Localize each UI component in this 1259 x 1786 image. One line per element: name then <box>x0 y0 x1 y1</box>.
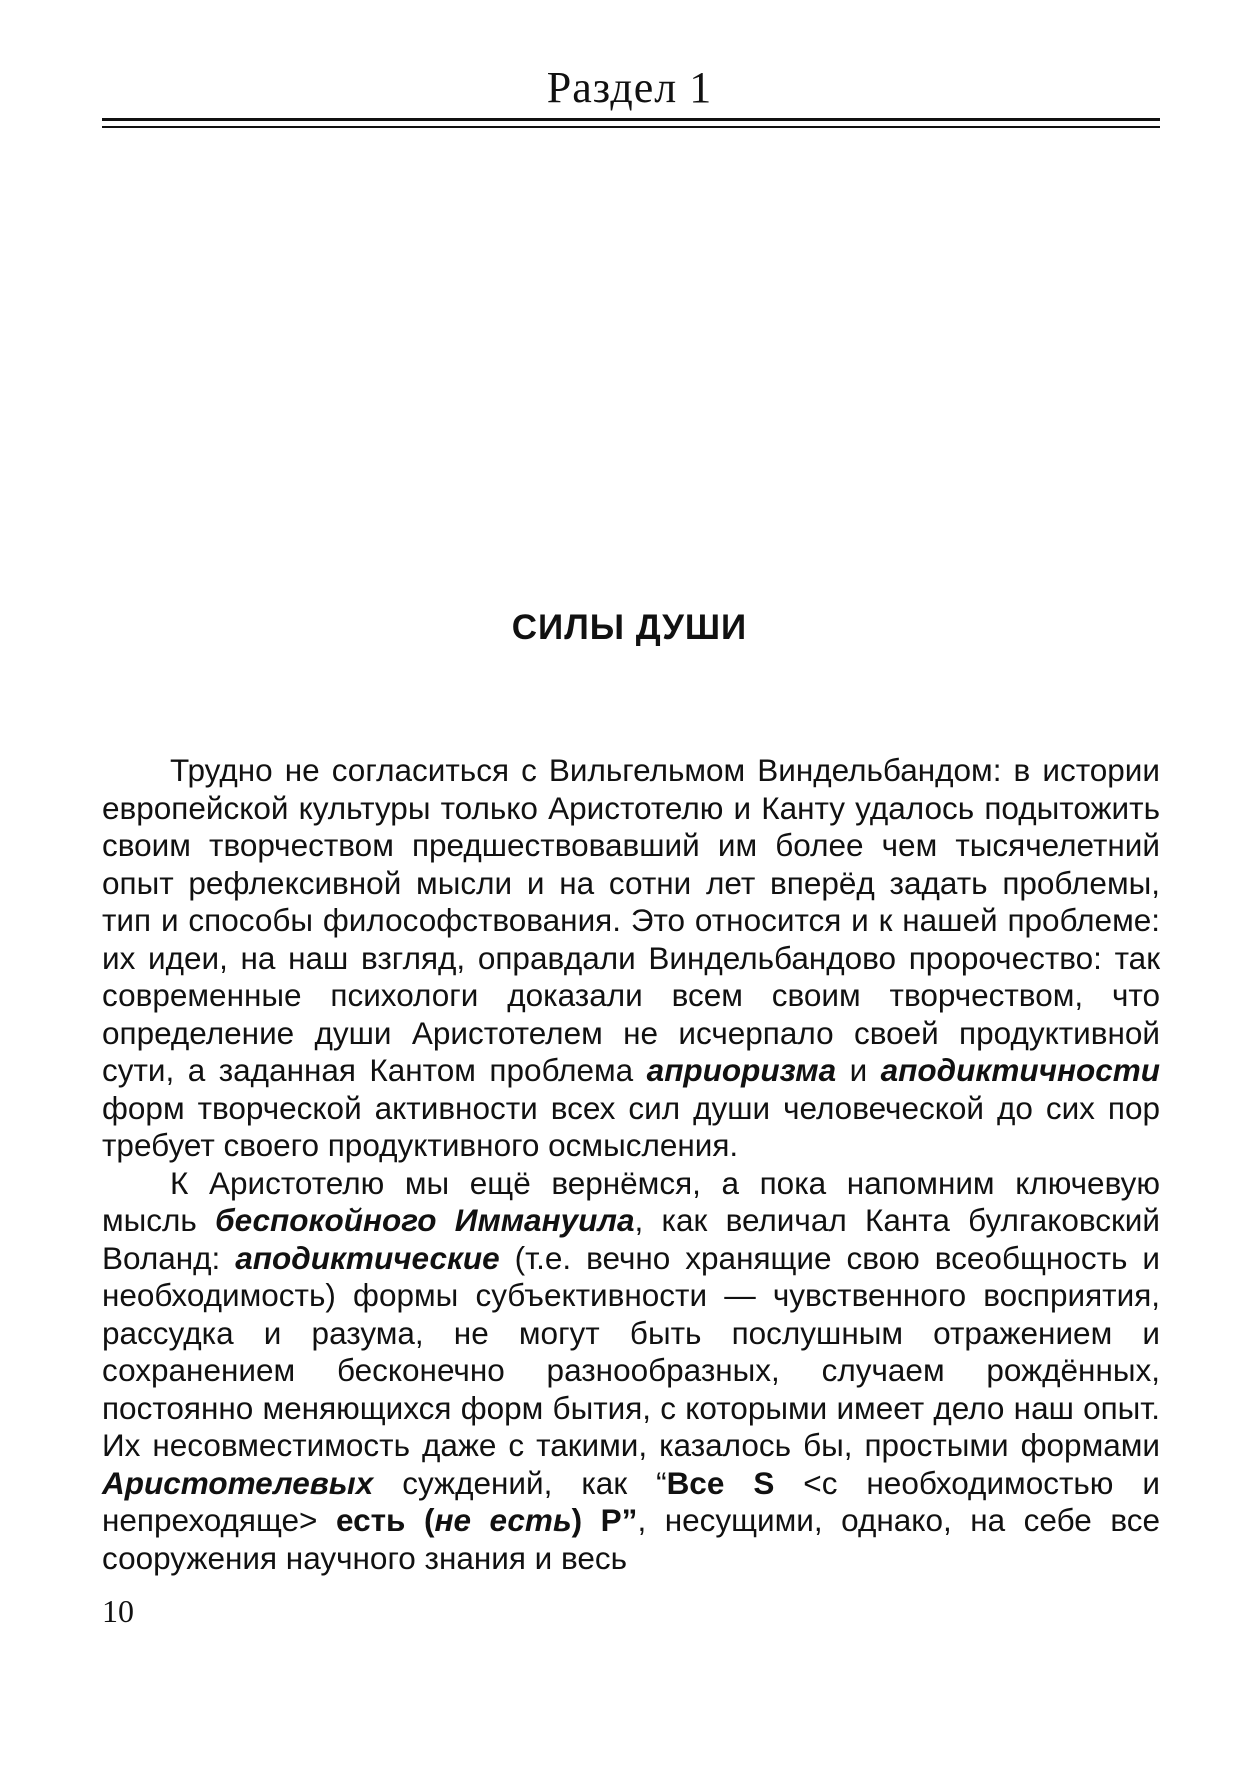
term-apodictic: аподиктические <box>235 1239 500 1276</box>
body-text <box>102 752 1160 1577</box>
formula-is-not: не есть <box>434 1502 572 1538</box>
header-rule-thin <box>102 126 1160 128</box>
paragraph-2-text: , как величал Канта булгаковский Воланд: <box>102 1202 1160 1276</box>
paragraph-2-text: (т.е. вечно хранящие свою всеобщность и необходимость) формы субъективности — чувственного восприятия, рассудка и разума, не могут быть послушным отражением и сохранением бесконечно разнообразных, случаем рождённых, постоянно меняющихся форм бытия, с которыми имеет дело наш опыт. Их несовместимость даже с такими, казалось бы, простыми формами <box>102 1239 1160 1463</box>
formula-all-s: Все S <box>666 1464 775 1501</box>
formula-is: есть ( <box>336 1502 435 1538</box>
paragraph-2-text: суждений, как “ <box>373 1464 667 1501</box>
paragraph-2 <box>102 1165 1160 1578</box>
paragraph-1-text: форм творческой активности всех сил души человеческой до сих пор требует своего продуктивного осмысления. <box>102 1089 1160 1163</box>
paragraph-1 <box>102 752 1160 1165</box>
formula-p: ) P” <box>571 1502 638 1538</box>
paragraph-1-text: и <box>836 1052 881 1088</box>
page-number: 10 <box>102 1593 134 1629</box>
paragraph-2-text: К Аристотелю мы ещё вернёмся, а пока напомним ключевую мысль <box>102 1164 1160 1238</box>
header-rule-thick <box>102 118 1160 121</box>
term-aristotelian: Аристотелевых <box>102 1464 374 1501</box>
phrase-restless-immanuel: беспокойного Иммануила <box>215 1202 635 1238</box>
paragraph-2-text: , несущими, однако, на себе все сооружения научного знания и весь <box>102 1502 1160 1576</box>
paragraph-2-text: <с необходимостью и непреходяще> <box>102 1464 1160 1538</box>
term-apodicticity: аподиктичности <box>880 1052 1160 1088</box>
term-apriorism: априоризма <box>646 1052 837 1088</box>
running-head: Раздел 1 <box>546 63 713 112</box>
paragraph-1-text: Трудно не согласиться с Вильгельмом Виндельбандом: в истории европейской культуры только Аристотелю и Канту удалось подытожить своим творчеством предшествовавший им более чем тысячелетний опыт рефлексивной мысли и на сотни лет вперёд задать проблемы, тип и способы философствования. Это относится и к нашей проблеме: их идеи, на наш взгляд, оправдали Виндельбандово пророчество: так современные психологи доказали всем своим творчеством, что определение души Аристотелем не исчерпало своей продуктивной сути, а заданная Кантом проблема <box>102 752 1160 1088</box>
section-title: СИЛЫ ДУШИ <box>511 608 748 647</box>
